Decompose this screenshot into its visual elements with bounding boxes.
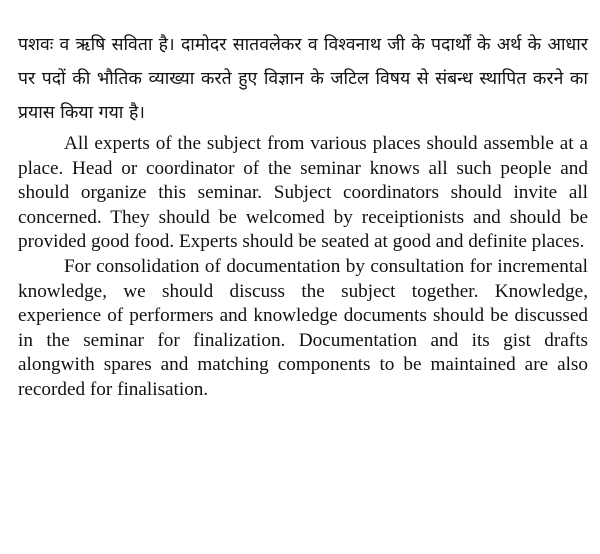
document-page — [18, 28, 588, 403]
paragraph-seminar-experts: All experts of the subject from various places should assemble at a place. Head or coordinator of the seminar knows all such people and should organize this seminar. Subject coordinators should invite all concerned. They should be welcomed by receiptionists and should be provided good food. Experts should be seated at good and definite places. — [18, 133, 588, 253]
hindi-paragraph: पशवः व ऋषि सविता है। दामोदर सातवलेकर व विश्वनाथ जी के पदार्थों के अर्थ के आधार पर पदों की भौतिक व्याख्या करते हुए विज्ञान के जटिल विषय से संबन्ध स्थापित करने का प्रयास किया गया है। — [18, 35, 588, 123]
paragraph-documentation-consolidation: For consolidation of documentation by consultation for incremental knowledge, we should discuss the subject together. Knowledge, experience of performers and knowledge documents should be discussed in the seminar for finalization. Documentation and its gist drafts alongwith spares and matching components to be maintained are also recorded for finalisation. — [18, 255, 588, 400]
